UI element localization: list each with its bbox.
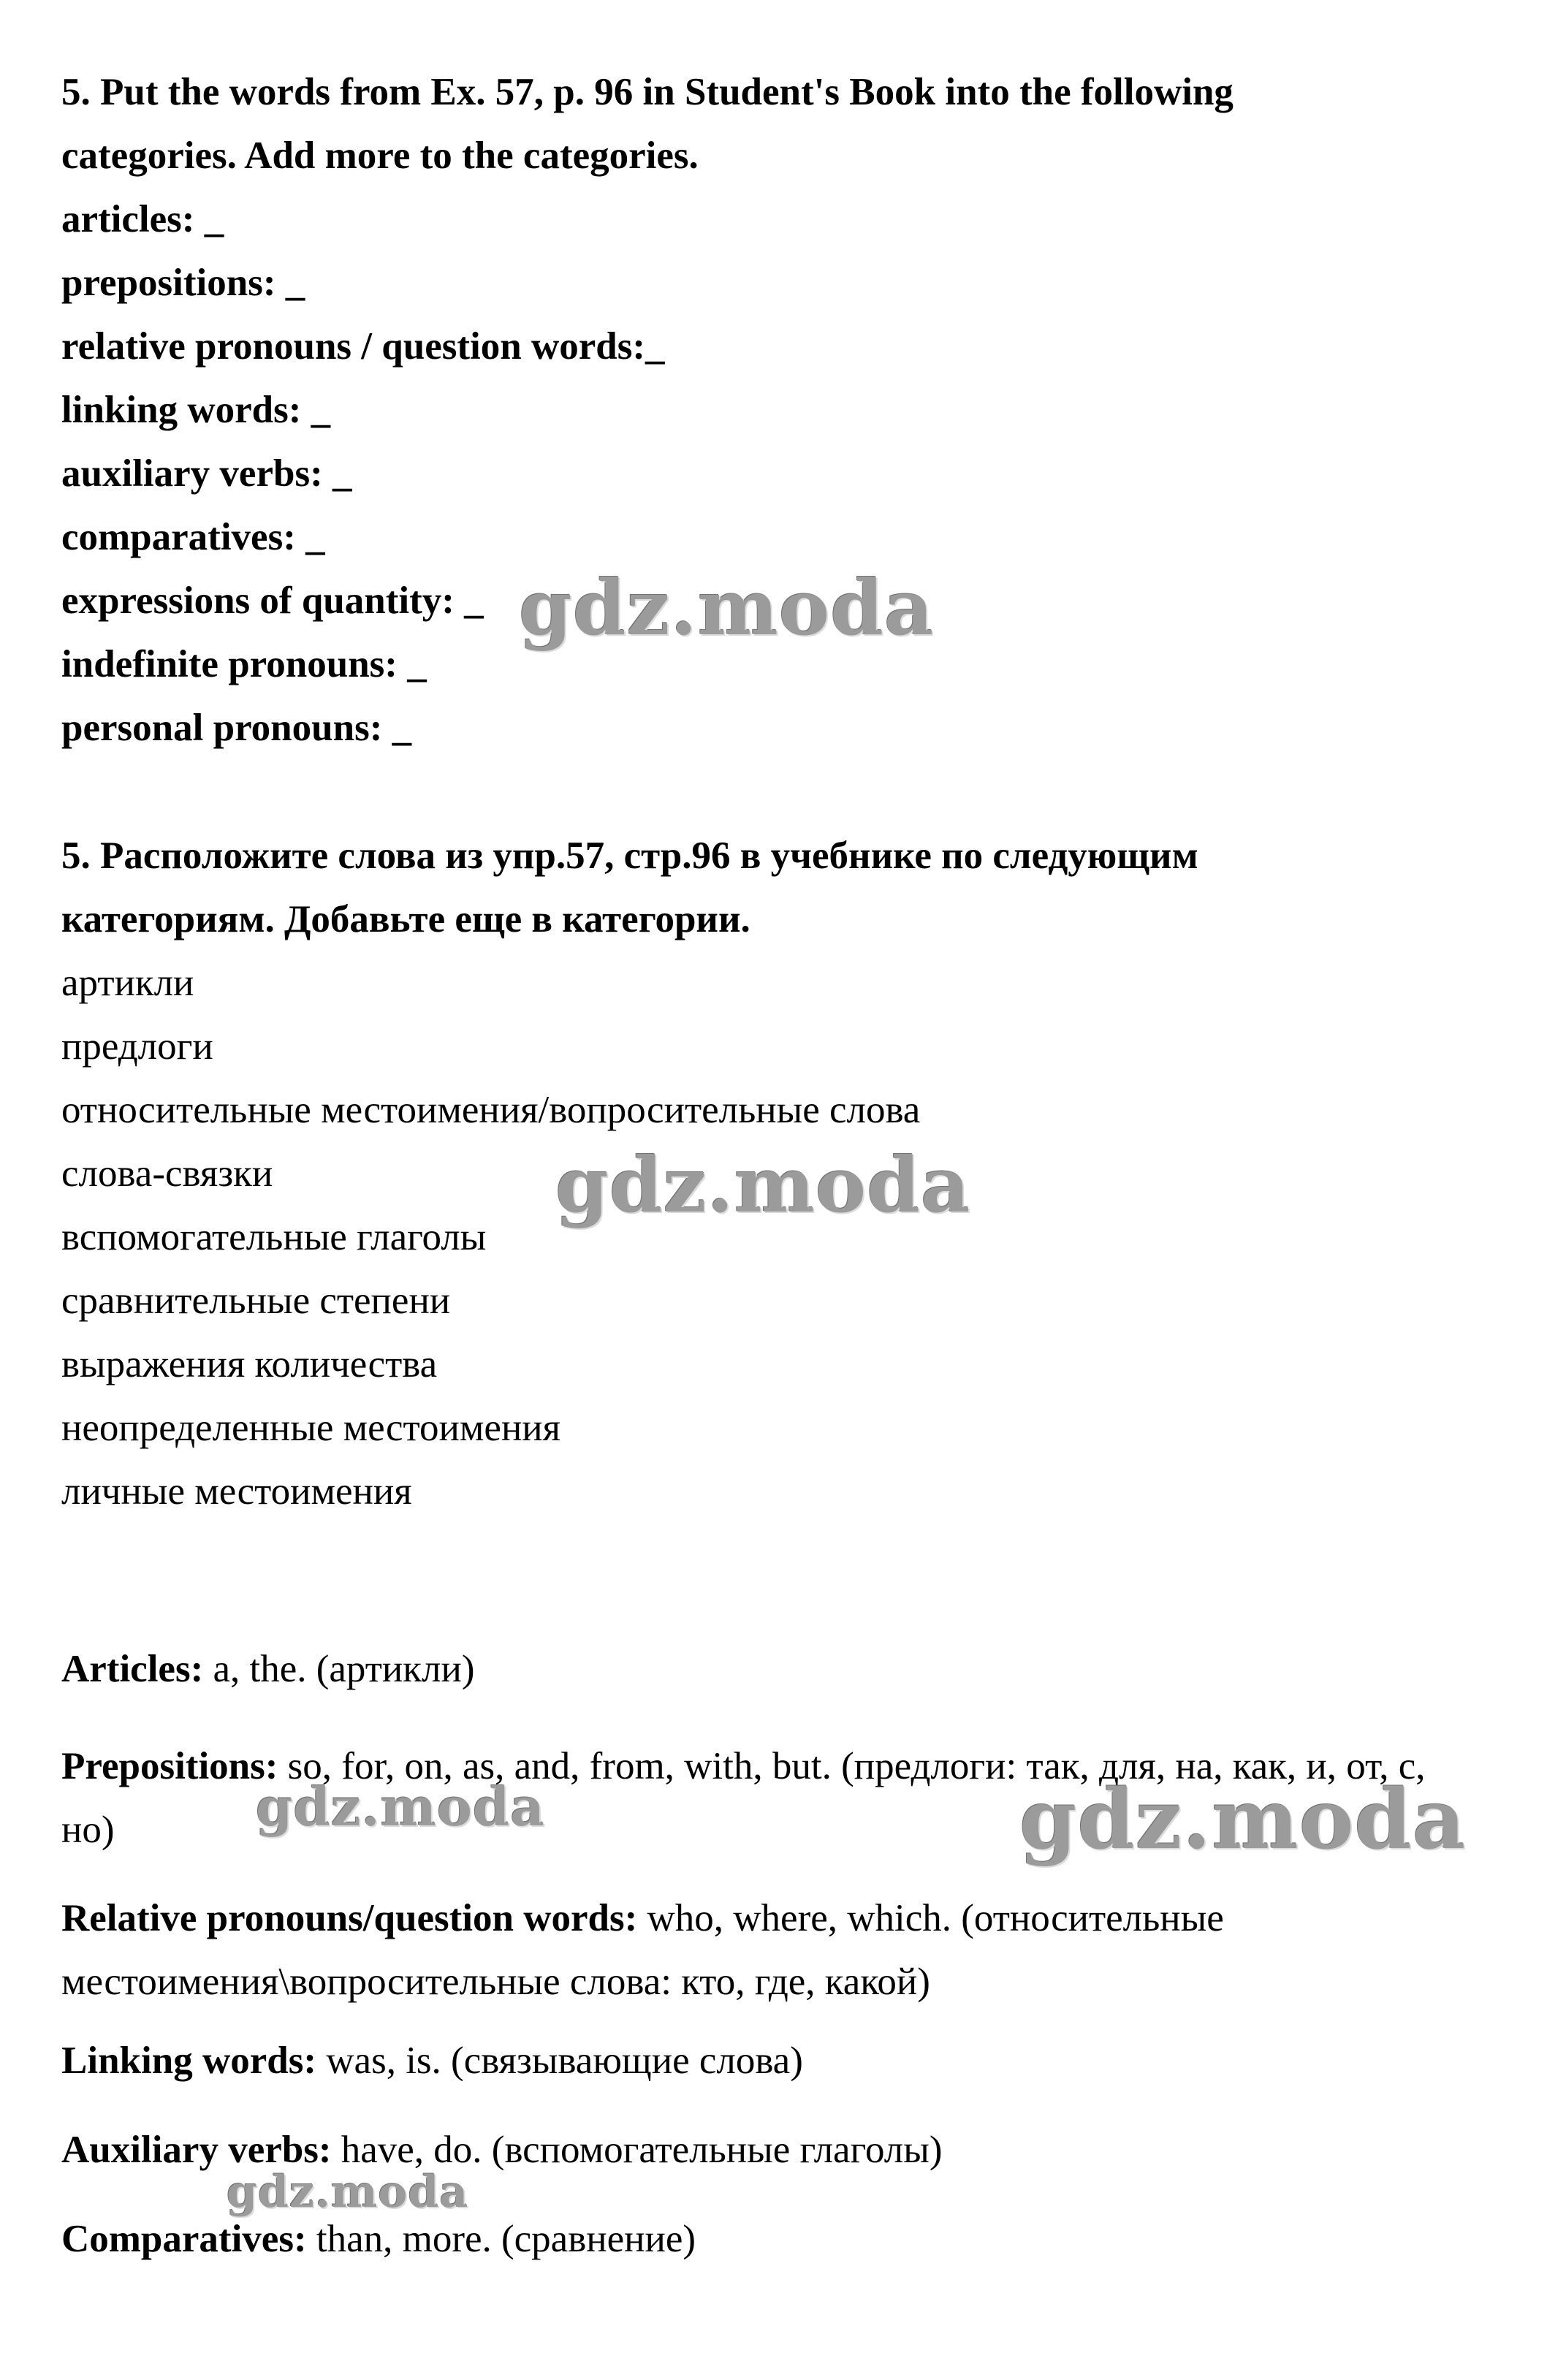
answer-label: Auxiliary verbs: — [61, 2129, 332, 2171]
answer-relative-pronouns — [61, 1887, 1486, 2014]
english-item-linking-words: linking words: _ — [61, 389, 331, 431]
english-item-relative-pronouns: relative pronouns / question words:_ — [61, 325, 665, 368]
answer-label: Relative pronouns/question words: — [61, 1897, 638, 1939]
english-heading-line-2: categories. Add more to the categories. — [61, 134, 699, 177]
answer-label: Comparatives: — [61, 2218, 307, 2260]
russian-item-relative-pronouns: относительные местоимения/вопросительные слова — [61, 1089, 921, 1131]
russian-heading-line-1: 5. Расположите слова из упр.57, стр.96 в учебнике по следующим — [61, 834, 1198, 877]
watermark: gdz.moda — [519, 563, 935, 653]
watermark: gdz.moda — [1019, 1772, 1467, 1868]
answer-text: have, do. (вспомогательные глаголы) — [331, 2129, 943, 2171]
answer-text: who, where, which. (относительные местоимения\вопросительные слова: кто, где, какой) — [61, 1897, 1224, 2003]
watermark: gdz.moda — [227, 2167, 469, 2218]
english-item-personal-pronouns: personal pronouns: _ — [61, 707, 412, 749]
answer-linking-words — [61, 2038, 1486, 2083]
russian-heading-line-2: категориям. Добавьте еще в категории. — [61, 898, 750, 940]
answer-comparatives — [61, 2216, 1486, 2262]
answer-auxiliary-verbs — [61, 2127, 1486, 2172]
english-item-expressions-of-quantity: expressions of quantity: _ — [61, 579, 484, 622]
russian-item-linking-words: слова-связки — [61, 1152, 273, 1195]
english-item-articles: articles: _ — [61, 198, 224, 240]
answer-label: Prepositions: — [61, 1745, 278, 1787]
russian-item-expressions-of-quantity: выражения количества — [61, 1343, 438, 1385]
answer-text: so, for, on, as, and, from, with, but. (предлоги: так, для, на, как, и, от, с, но) — [61, 1745, 1426, 1851]
english-item-indefinite-pronouns: indefinite pronouns: _ — [61, 643, 427, 685]
watermark: gdz.moda — [256, 1776, 545, 1838]
russian-item-auxiliary-verbs: вспомогательные глаголы — [61, 1216, 487, 1258]
watermark: gdz.moda — [555, 1140, 971, 1230]
russian-item-personal-pronouns: личные местоимения — [61, 1470, 412, 1513]
english-heading-line-1: 5. Put the words from Ex. 57, p. 96 in Student's Book into the following — [61, 71, 1234, 113]
answer-text: a, the. (артикли) — [203, 1648, 475, 1690]
answer-articles — [61, 1646, 1486, 1692]
answer-label: Articles: — [61, 1648, 204, 1690]
answer-label: Linking words: — [61, 2039, 317, 2082]
russian-item-comparatives: сравнительные степени — [61, 1280, 451, 1322]
english-item-prepositions: prepositions: _ — [61, 262, 305, 304]
english-item-auxiliary-verbs: auxiliary verbs: _ — [61, 452, 352, 495]
russian-item-articles: артикли — [61, 962, 194, 1004]
answer-text: was, is. (связывающие слова) — [316, 2039, 803, 2082]
russian-item-indefinite-pronouns: неопределенные местоимения — [61, 1407, 561, 1449]
russian-item-prepositions: предлоги — [61, 1025, 213, 1068]
answer-text: than, more. (сравнение) — [306, 2218, 696, 2260]
english-item-comparatives: comparatives: _ — [61, 516, 325, 558]
